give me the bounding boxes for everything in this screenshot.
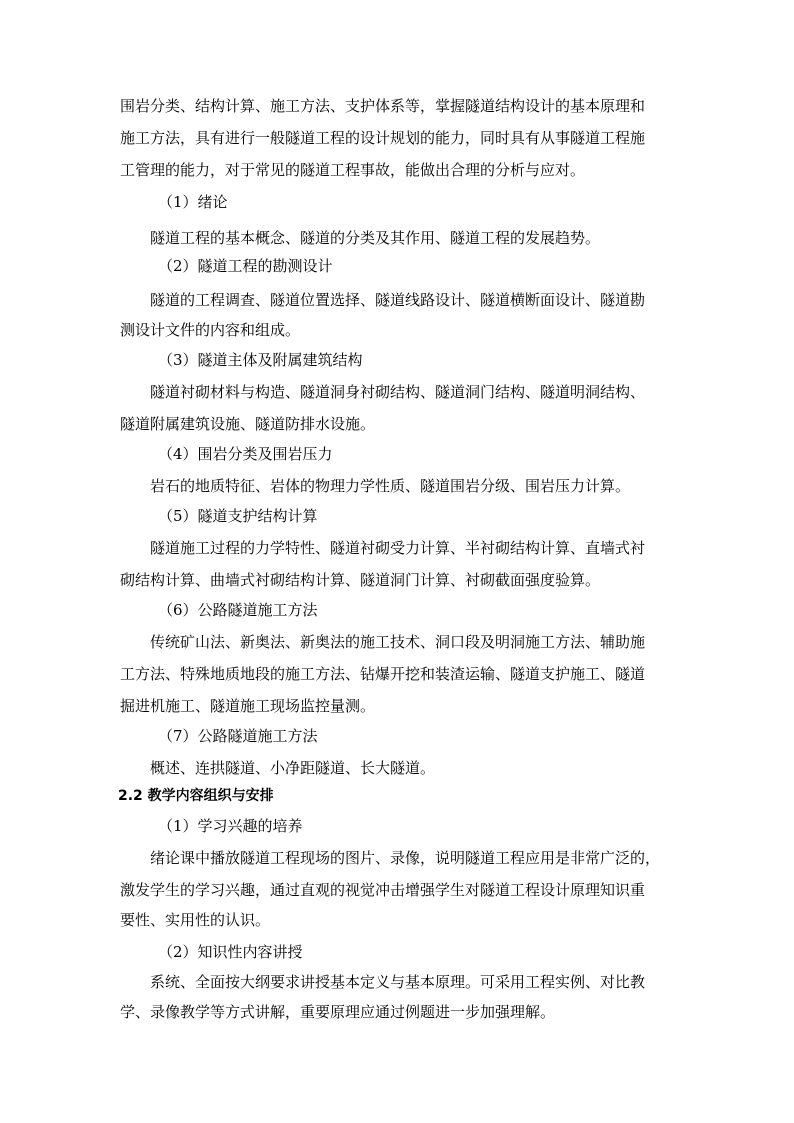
sub-item-title: （1）学习兴趣的培养 <box>158 817 303 835</box>
sub-item-text: 激发学生的学习兴趣，通过直观的视觉冲击增强学生对隧道工程设计原理知识重 <box>120 881 646 899</box>
item-text: 概述、连拱隧道、小净距隧道、长大隧道。 <box>150 759 436 777</box>
item-text: 砌结构计算、曲墙式衬砌结构计算、隧道洞门计算、衬砌截面强度验算。 <box>120 571 601 589</box>
item-text: 隧道施工过程的力学特性、隧道衬砌受力计算、半衬砌结构计算、直墙式衬 <box>150 539 646 557</box>
item-text: 掘进机施工、隧道施工现场监控量测。 <box>120 697 376 715</box>
item-title: （5）隧道支护结构计算 <box>158 507 318 525</box>
section-heading: 2.2 教学内容组织与安排 <box>118 788 274 804</box>
sub-item-text: 要性、实用性的认识。 <box>120 911 271 929</box>
intro-line: 围岩分类、结构计算、施工方法、支护体系等，掌握隧道结构设计的基本原理和 <box>120 97 646 115</box>
item-title: （7）公路隧道施工方法 <box>158 727 318 745</box>
item-text: 隧道衬砌材料与构造、隧道洞身衬砌结构、隧道洞门结构、隧道明洞结构、 <box>150 383 646 401</box>
item-text: 隧道的工程调查、隧道位置选择、隧道线路设计、隧道横断面设计、隧道勘 <box>150 291 646 309</box>
item-text: 工方法、特殊地质地段的施工方法、钻爆开挖和装渣运输、隧道支护施工、隧道 <box>120 665 646 683</box>
item-text: 测设计文件的内容和组成。 <box>120 321 301 339</box>
sub-item-text: 学、录像教学等方式讲解，重要原理应通过例题进一步加强理解。 <box>120 1003 556 1021</box>
item-title: （2）隧道工程的勘测设计 <box>158 257 333 275</box>
item-title: （4）围岩分类及围岩压力 <box>158 445 333 463</box>
item-text: 隧道附属建筑设施、隧道防排水设施。 <box>120 415 376 433</box>
item-text: 隧道工程的基本概念、隧道的分类及其作用、隧道工程的发展趋势。 <box>150 229 601 247</box>
sub-item-title: （2）知识性内容讲授 <box>158 943 303 961</box>
item-title: （6）公路隧道施工方法 <box>158 601 318 619</box>
intro-line: 施工方法，具有进行一般隧道工程的设计规划的能力，同时具有从事隧道工程施 <box>120 129 646 147</box>
intro-line: 工管理的能力，对于常见的隧道工程事故，能做出合理的分析与应对。 <box>120 161 586 179</box>
sub-item-text: 绪论课中播放隧道工程现场的图片、录像，说明隧道工程应用是非常广泛的， <box>150 849 661 867</box>
item-title: （3）隧道主体及附属建筑结构 <box>158 351 363 369</box>
sub-item-text: 系统、全面按大纲要求讲授基本定义与基本原理。可采用工程实例、对比教 <box>150 973 646 991</box>
item-text: 传统矿山法、新奥法、新奥法的施工技术、洞口段及明洞施工方法、辅助施 <box>150 633 646 651</box>
item-title: （1）绪论 <box>158 193 228 211</box>
item-text: 岩石的地质特征、岩体的物理力学性质、隧道围岩分级、围岩压力计算。 <box>150 477 631 495</box>
